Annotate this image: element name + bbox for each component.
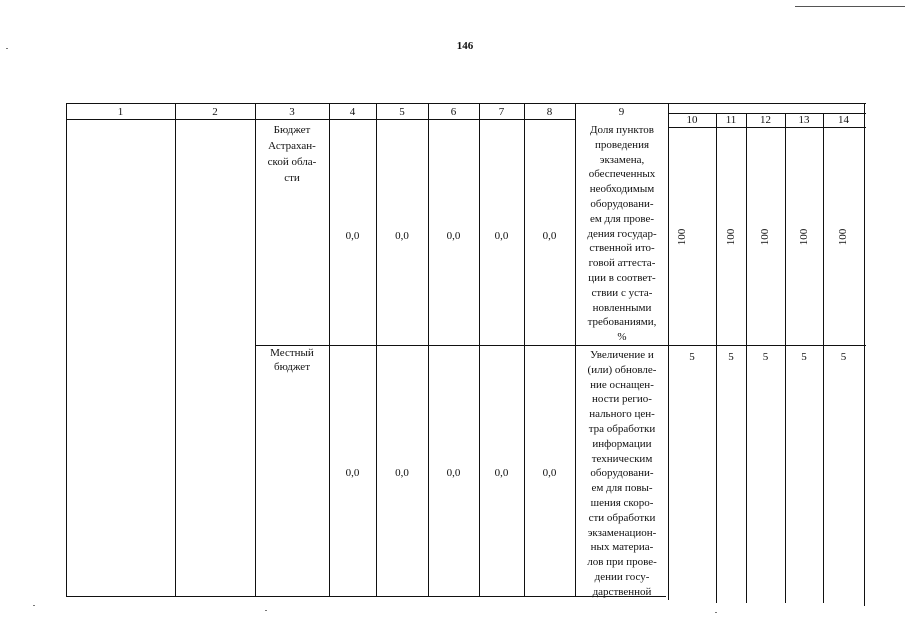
indicator-line: Доля пунктов	[590, 124, 654, 136]
indicator-line: оборудовани-	[590, 467, 654, 480]
indicator-line: проведения	[594, 138, 650, 151]
scan-speck	[33, 605, 35, 606]
row2-value-col7: 0,0	[494, 467, 509, 479]
indicator-line: ем для повы-	[591, 482, 653, 495]
row1-target-col14: 100	[837, 228, 849, 246]
row2-value-col6: 0,0	[446, 467, 461, 479]
row1-target-col11: 100	[725, 228, 737, 246]
col-border	[66, 103, 67, 596]
row2-target-col11: 5	[728, 351, 734, 363]
row2-value-col8: 0,0	[542, 467, 557, 479]
row-divider	[255, 345, 866, 346]
indicator-line: необходимым	[589, 183, 655, 196]
col-border	[428, 103, 429, 596]
scan-speck	[6, 48, 8, 49]
row1-value-col6: 0,0	[446, 230, 461, 242]
indicator-line: нального цен-	[589, 408, 655, 421]
page-number: 146	[456, 40, 474, 52]
col-header-14: 14	[838, 114, 849, 126]
indicator-line: обеспеченных	[588, 168, 656, 181]
indicator-line: дении госу-	[594, 570, 650, 583]
col-border	[329, 103, 330, 596]
indicator-regional-center-equipment	[577, 348, 667, 600]
indicator-line: ции в соответ-	[588, 271, 656, 284]
indicator-line: информации	[592, 437, 652, 450]
row2-target-col12: 5	[762, 351, 769, 363]
indicator-line: Увеличение и	[590, 349, 654, 361]
col-header-9: 9	[618, 106, 625, 118]
indicator-line: дарственной	[592, 585, 652, 598]
col-border	[864, 103, 865, 606]
col-header-1: 1	[117, 106, 124, 118]
funding-source-line: Астрахан-	[268, 140, 316, 152]
funding-source-line: бюджет	[274, 361, 310, 373]
col-border	[479, 103, 480, 596]
row1-value-col5: 0,0	[395, 230, 409, 242]
indicator-line: оборудовани-	[590, 197, 654, 210]
funding-source-line: Местный	[270, 347, 314, 359]
indicator-line: сти обработки	[588, 511, 656, 524]
row2-value-col5: 0,0	[395, 467, 409, 479]
funding-source-line: Бюджет	[273, 124, 311, 136]
row1-target-col13: 100	[798, 228, 810, 246]
col-header-2: 2	[212, 106, 218, 118]
indicator-line: тра обработки	[588, 422, 656, 435]
indicator-line: ние оснащен-	[590, 378, 654, 391]
funding-source-local	[258, 346, 326, 374]
col-header-8: 8	[546, 106, 553, 118]
indicator-line: ствии с уста-	[591, 286, 653, 299]
indicator-line: техническим	[591, 452, 653, 465]
indicator-line: ных материа-	[590, 541, 654, 554]
col-header-11: 11	[725, 114, 737, 126]
funding-source-regional	[258, 122, 326, 186]
indicator-line: ем для прове-	[589, 212, 655, 225]
row2-target-col10: 5	[689, 351, 695, 363]
indicator-line: говой аттеста-	[588, 257, 656, 270]
col-border	[255, 103, 256, 596]
indicator-line: экзамена,	[599, 153, 645, 166]
indicator-line: ности регио-	[592, 393, 652, 406]
indicator-line: лов при прове-	[587, 556, 657, 569]
table-bottom-border	[66, 596, 666, 597]
row1-value-col4: 0,0	[345, 230, 360, 242]
row2-target-col13: 5	[801, 351, 807, 363]
col-header-6: 6	[450, 106, 457, 118]
scan-artifact-line	[795, 6, 905, 7]
indicator-line: новленными	[592, 301, 652, 314]
header-bottom-border-right	[668, 127, 866, 128]
indicator-line: шения скоро-	[590, 496, 654, 509]
funding-source-line: ской обла-	[267, 156, 317, 168]
row1-value-col8: 0,0	[542, 230, 557, 242]
col-header-10: 10	[686, 114, 698, 126]
indicator-line: (или) обновле-	[587, 363, 657, 376]
indicator-line: %	[617, 331, 627, 344]
indicator-exam-points-share	[577, 123, 667, 345]
col-header-13: 13	[798, 114, 810, 126]
scan-speck	[265, 610, 267, 611]
col-header-4: 4	[349, 106, 356, 118]
header-bottom-border-left	[66, 119, 576, 120]
col-header-5: 5	[399, 106, 405, 118]
col-header-12: 12	[760, 114, 771, 126]
indicator-line: экзаменацион-	[587, 526, 657, 539]
indicator-line: ственной ито-	[589, 242, 655, 255]
col-header-7: 7	[498, 106, 505, 118]
col-header-3: 3	[289, 106, 295, 118]
indicator-line: дения государ-	[587, 227, 657, 240]
row1-target-col10: 100	[676, 228, 688, 246]
row1-target-col12: 100	[759, 228, 771, 246]
row2-value-col4: 0,0	[345, 467, 360, 479]
row1-value-col7: 0,0	[494, 230, 509, 242]
col-border	[175, 103, 176, 596]
col-border	[376, 103, 377, 596]
row2-target-col14: 5	[840, 351, 847, 363]
indicator-line: требованиями,	[587, 316, 657, 329]
col-border	[575, 103, 576, 596]
funding-source-line: сти	[284, 172, 300, 184]
col-border	[524, 103, 525, 596]
table-top-border	[66, 103, 866, 104]
scan-speck	[715, 612, 717, 613]
